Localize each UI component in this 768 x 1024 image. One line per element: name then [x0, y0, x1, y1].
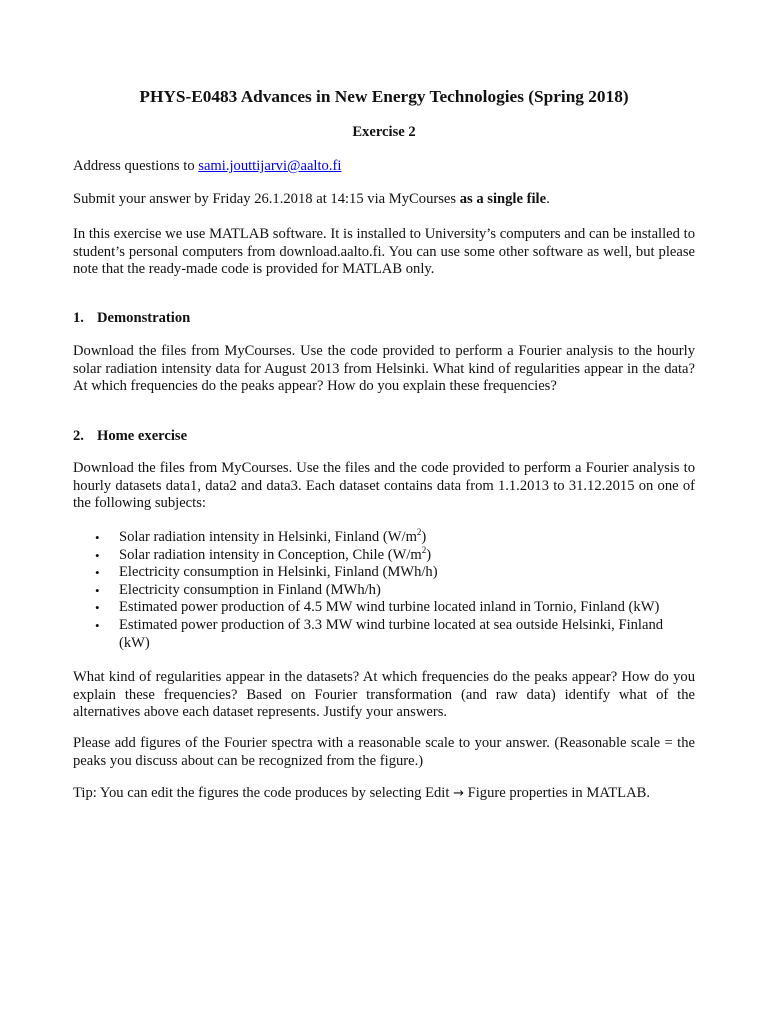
document-title: PHYS-E0483 Advances in New Energy Technologies (Spring 2018)	[139, 87, 629, 106]
contact-prefix: Address questions to	[73, 158, 199, 174]
arrow-right-icon: →	[453, 786, 464, 801]
section2-body: Download the files from MyCourses. Use the files and the code provided to perform a Fourier analysis to hourly datasets data1, data2 and data3. Each dataset contains data from 1.1.2013 to 31.12.2015 on one of the following subjects:	[73, 460, 695, 512]
list-item: • Solar radiation intensity in Helsinki, Finland $(W/m^2)$	[95, 527, 427, 545]
tip-before: Tip: You can edit the figures the code produces by selecting Edit	[73, 785, 454, 801]
list-item: • Estimated power production of 3.3 MW wind turbine located at sea outside Helsinki, Finland (kW)	[95, 616, 664, 651]
bullet-dot: •	[95, 582, 100, 598]
bullet-dot: •	[95, 600, 100, 616]
section1-body: Download the files from MyCourses. Use the code provided to perform a Fourier analysis to the hourly solar radiation intensity data for August 2013 from Helsinki. What kind of regularities appear in the data? At which frequencies do the peaks appear? How do you explain these frequencies?	[73, 343, 695, 395]
tip-after: Figure properties in MATLAB.	[463, 785, 651, 801]
bullet-dot: •	[95, 565, 100, 581]
software-note: In this exercise we use MATLAB software. It is installed to University’s computers and can be installed to student’s personal computers from download.aalto.fi. You can use some other software as well, but please note that the ready-made code is provided for MATLAB only.	[73, 226, 695, 278]
submit-end: .	[546, 191, 550, 207]
bullet-dot: •	[95, 617, 100, 633]
tip-line	[73, 785, 695, 803]
exercise-subtitle: Exercise 2	[352, 124, 416, 140]
list-item: • Electricity consumption in Finland (MWh/h)	[95, 581, 381, 598]
section2-number: 2.	[73, 428, 84, 444]
section1-number: 1.	[73, 310, 84, 326]
contact-line	[73, 158, 695, 176]
section2-title: Home exercise	[97, 428, 188, 444]
list-item: • Electricity consumption in Helsinki, Finland (MWh/h)	[95, 564, 438, 581]
bullet-dot: •	[95, 530, 100, 545]
section1-heading	[73, 310, 695, 328]
subjects-list	[73, 529, 695, 652]
list-item: • Solar radiation intensity in Conception, Chile $(W/m^2)$	[95, 544, 432, 563]
figures-note: Please add figures of the Fourier spectra with a reasonable scale to your answer. (Reasonable scale = the peaks you discuss about can be recognized from the figure.)	[73, 735, 695, 769]
questions-paragraph: What kind of regularities appear in the datasets? At which frequencies do the peaks appear? How do you explain these frequencies? Based on Fourier transformation (and raw data) identify what of the alternatives above each dataset represents. Justify your answers.	[73, 669, 695, 721]
section1-title: Demonstration	[97, 310, 191, 326]
contact-email-link[interactable]: sami.jouttijarvi@aalto.fi	[198, 158, 342, 174]
bullet-dot: •	[95, 547, 100, 563]
list-item: • Estimated power production of 4.5 MW wind turbine located inland in Tornio, Finland (kW)	[95, 599, 660, 616]
submit-text: Submit your answer by Friday 26.1.2018 at 14:15 via MyCourses	[73, 191, 460, 207]
submit-line	[73, 191, 695, 209]
submit-bold: as a single file	[459, 191, 547, 207]
section2-heading	[73, 428, 695, 446]
